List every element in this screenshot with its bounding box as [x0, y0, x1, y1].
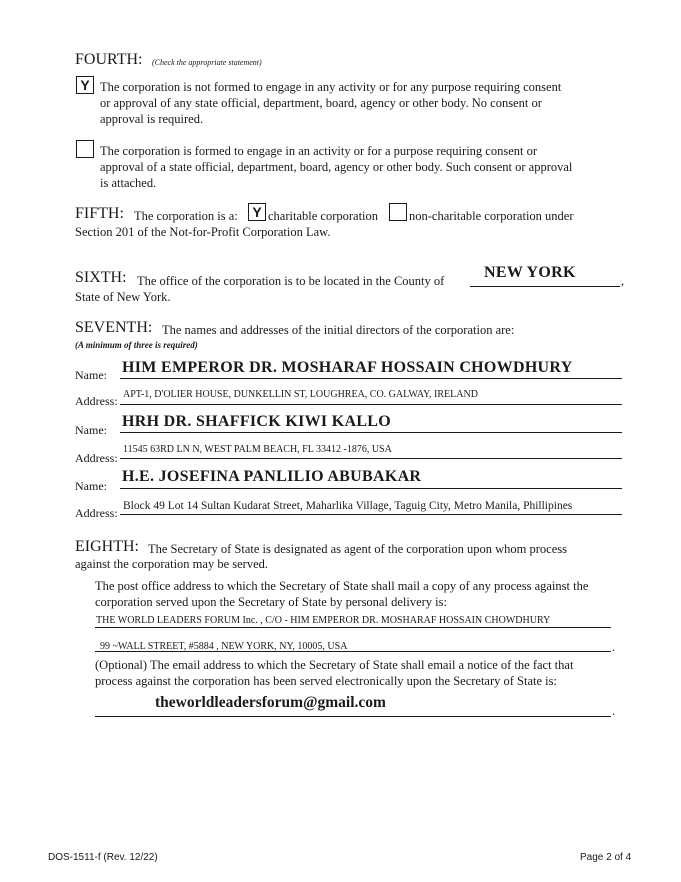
- sixth-line2: State of New York.: [75, 290, 171, 304]
- fifth-heading: FIFTH:: [75, 205, 124, 222]
- director-address-label: Address:: [75, 451, 118, 465]
- fourth-option1-text: [100, 79, 561, 127]
- director-address[interactable]: APT-1, D'OLIER HOUSE, DUNKELLIN ST, LOUGHREA, CO. GALWAY, IRELAND: [123, 389, 478, 400]
- sixth-comma: ,: [621, 274, 625, 288]
- county-value[interactable]: NEW YORK: [484, 264, 576, 281]
- eighth-line1: The Secretary of State is designated as agent of the corporation upon whom process: [148, 542, 567, 556]
- charitable-label: charitable corporation: [268, 209, 379, 223]
- fourth-option2-line: is attached.: [100, 176, 157, 190]
- sixth-heading: SIXTH:: [75, 269, 127, 286]
- eighth-heading: EIGHTH:: [75, 538, 139, 555]
- optional-text-line2: process against the corporation has been served electronically upon the Secretary of State is:: [95, 674, 557, 688]
- director-address[interactable]: Block 49 Lot 14 Sultan Kudarat Street, Maharlika Village, Taguig City, Metro Manila, Phillipines: [123, 500, 573, 512]
- email-value[interactable]: theworldleadersforum@gmail.com: [155, 694, 386, 711]
- po-text-line1: The post office address to which the Secretary of State shall mail a copy of any process against the: [95, 579, 589, 593]
- seventh-text: The names and addresses of the initial directors of the corporation are:: [162, 323, 515, 337]
- seventh-heading: SEVENTH:: [75, 319, 153, 336]
- director-name-label: Name:: [75, 479, 107, 493]
- fourth-option2-line: The corporation is formed to engage in an activity or for a purpose requiring consent or: [100, 144, 538, 158]
- page-number: Page 2 of 4: [580, 852, 632, 863]
- fourth-heading: FOURTH:: [75, 51, 143, 68]
- eighth-line2: against the corporation may be served.: [75, 557, 268, 571]
- director-address[interactable]: 11545 63RD LN N, WEST PALM BEACH, FL 33412 -1876, USA: [123, 444, 392, 455]
- po-address-period: .: [612, 640, 616, 654]
- fourth-option1-checkbox[interactable]: Y: [76, 76, 94, 94]
- director-name[interactable]: H.E. JOSEFINA PANLILIO ABUBAKAR: [122, 468, 422, 485]
- po-address-value1[interactable]: THE WORLD LEADERS FORUM Inc. , C/O - HIM EMPEROR DR. MOSHARAF HOSSAIN CHOWDHURY: [96, 615, 551, 626]
- fourth-option1-line: or approval of any state official, department, board, agency or other body. No consent or: [100, 96, 542, 110]
- fourth-option1-line: approval is required.: [100, 112, 204, 126]
- director-address-label: Address:: [75, 506, 118, 520]
- fourth-note: (Check the appropriate statement): [152, 58, 262, 67]
- fourth-option1-line: The corporation is not formed to engage in any activity or for any purpose requiring consent: [100, 80, 562, 94]
- seventh-note: (A minimum of three is required): [75, 340, 198, 350]
- fourth-option2-line: approval of a state official, department, board, agency or other body. Such consent or approval: [100, 160, 573, 174]
- director-name[interactable]: HRH DR. SHAFFICK KIWI KALLO: [122, 413, 392, 430]
- email-period: .: [612, 704, 616, 718]
- director-name-label: Name:: [75, 368, 107, 382]
- charitable-checkbox[interactable]: Y: [248, 203, 266, 221]
- sixth-text: The office of the corporation is to be located in the County of: [137, 274, 445, 288]
- optional-text-line1: (Optional) The email address to which the Secretary of State shall email a notice of the fact that: [95, 658, 574, 672]
- form-id: DOS-1511-f (Rev. 12/22): [48, 852, 158, 863]
- noncharitable-label: non-charitable corporation under: [409, 209, 574, 223]
- noncharitable-checkbox[interactable]: [389, 203, 407, 221]
- fourth-option2-checkbox[interactable]: [76, 140, 94, 158]
- director-name-label: Name:: [75, 423, 107, 437]
- po-address-value2[interactable]: 99 ~WALL STREET, #5884 , NEW YORK, NY, 10005, USA: [100, 641, 348, 652]
- director-address-label: Address:: [75, 394, 118, 408]
- fifth-lead: The corporation is a:: [134, 209, 238, 223]
- fourth-option2-text: [100, 143, 572, 191]
- fifth-line2: Section 201 of the Not-for-Profit Corporation Law.: [75, 225, 331, 239]
- po-text-line2: corporation served upon the Secretary of State by personal delivery is:: [95, 595, 447, 609]
- director-name[interactable]: HIM EMPEROR DR. MOSHARAF HOSSAIN CHOWDHURY: [122, 359, 573, 376]
